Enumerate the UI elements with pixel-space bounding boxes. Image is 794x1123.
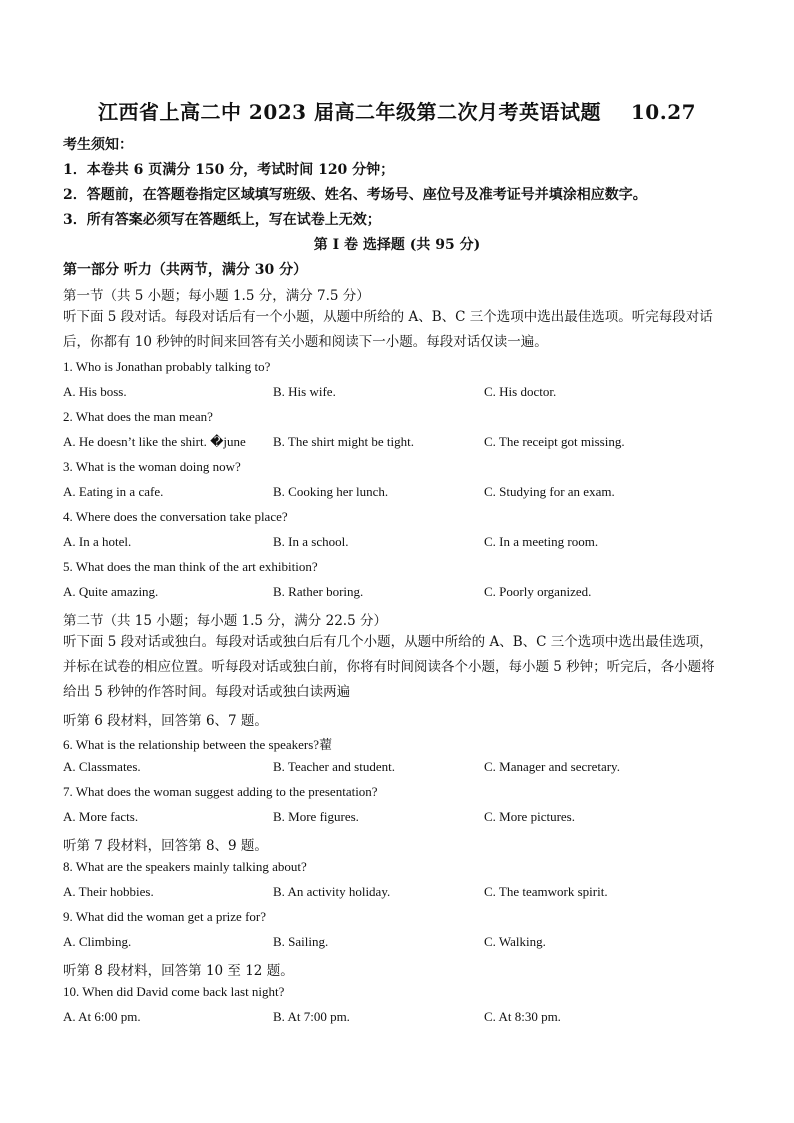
instruction-line: 听下面 5 段对话。每段对话后有一个小题，从题中所给的 A、B、C 三个选项中选出最佳选项。听完每段对话 <box>63 309 713 325</box>
option-a: A. Eating in a cafe. <box>63 484 164 499</box>
option-b: B. Rather boring. <box>273 584 364 599</box>
option-c: C. Walking. <box>484 934 546 949</box>
question-stem: 5. What does the man think of the art exhibition? <box>63 559 318 574</box>
question-stem: 1. Who is Jonathan probably talking to? <box>63 359 271 374</box>
option-a: A. More facts. <box>63 809 139 824</box>
volume-title: 第 I 卷 选择题 (共 95 分) <box>313 237 481 253</box>
question-stem: 10. When did David come back last night? <box>63 984 285 999</box>
instruction-line: 给出 5 秒钟的作答时间。每段对话或独白读两遍 <box>63 684 351 700</box>
instruction-line: 并标在试卷的相应位置。听每段对话或独白前，你将有时间阅读各个小题，每小题 5 秒钟；听完后，各小题将 <box>63 659 715 675</box>
material-note: 听第 6 段材料，回答第 6、7 题。 <box>63 713 268 729</box>
option-c: C. At 8:30 pm. <box>484 1009 561 1024</box>
option-a: A. In a hotel. <box>63 534 132 549</box>
option-c: C. In a meeting room. <box>484 534 599 549</box>
option-a: A. Quite amazing. <box>63 584 159 599</box>
option-a: A. His boss. <box>63 384 127 399</box>
option-a: A. He doesn’t like the shirt. �june <box>63 434 246 449</box>
option-b: B. At 7:00 pm. <box>273 1009 350 1024</box>
page-title: 江西省上高二中 2023 届高二年级第二次月考英语试题 10.27 <box>97 100 697 124</box>
option-c: C. Manager and secretary. <box>484 759 620 774</box>
option-b: B. Teacher and student. <box>273 759 395 774</box>
notice-item: 3．所有答案必须写在答题纸上，写在试卷上无效； <box>63 212 381 228</box>
option-c: C. More pictures. <box>484 809 575 824</box>
option-b: B. An activity holiday. <box>273 884 391 899</box>
section2-instructions <box>63 630 743 705</box>
option-a: A. At 6:00 pm. <box>63 1009 141 1024</box>
notice-heading: 考生须知： <box>63 137 133 153</box>
option-b: B. In a school. <box>273 534 349 549</box>
material-note: 听第 7 段材料，回答第 8、9 题。 <box>63 838 268 854</box>
section2-title: 第二节（共 15 小题；每小题 1.5 分，满分 22.5 分） <box>63 613 387 629</box>
part1-title: 第一部分 听力（共两节，满分 30 分） <box>63 262 308 278</box>
option-b: B. His wife. <box>273 384 336 399</box>
question-stem: 3. What is the woman doing now? <box>63 459 241 474</box>
option-b: B. Cooking her lunch. <box>273 484 389 499</box>
question-stem: 9. What did the woman get a prize for? <box>63 909 266 924</box>
option-b: B. More figures. <box>273 809 359 824</box>
option-c: C. The teamwork spirit. <box>484 884 608 899</box>
option-c: C. Studying for an exam. <box>484 484 615 499</box>
question-stem: 6. What is the relationship between the speakers?藋 <box>63 737 333 752</box>
option-a: A. Their hobbies. <box>63 884 154 899</box>
option-b: B. The shirt might be tight. <box>273 434 414 449</box>
question-stem: 8. What are the speakers mainly talking about? <box>63 859 307 874</box>
notice-item: 1．本卷共 6 页满分 150 分，考试时间 120 分钟； <box>63 162 395 178</box>
section1-title: 第一节（共 5 小题；每小题 1.5 分，满分 7.5 分） <box>63 288 370 304</box>
question-stem: 2. What does the man mean? <box>63 409 213 424</box>
option-a: A. Classmates. <box>63 759 141 774</box>
instruction-line: 听下面 5 段对话或独白。每段对话或独白后有几个小题，从题中所给的 A、B、C 三个选项中选出最佳选项， <box>63 634 713 650</box>
instruction-line: 后，你都有 10 秒钟的时间来回答有关小题和阅读下一小题。每段对话仅读一遍。 <box>63 334 548 350</box>
question-stem: 4. Where does the conversation take place? <box>63 509 288 524</box>
option-a: A. Climbing. <box>63 934 132 949</box>
notice-item: 2．答题前，在答题卷指定区域填写班级、姓名、考场号、座位号及准考证号并填涂相应数字。 <box>63 187 647 203</box>
option-b: B. Sailing. <box>273 934 329 949</box>
section1-instructions <box>63 305 743 355</box>
option-c: C. Poorly organized. <box>484 584 592 599</box>
material-note: 听第 8 段材料，回答第 10 至 12 题。 <box>63 963 294 979</box>
option-c: C. The receipt got missing. <box>484 434 625 449</box>
option-c: C. His doctor. <box>484 384 557 399</box>
question-stem: 7. What does the woman suggest adding to the presentation? <box>63 784 378 799</box>
